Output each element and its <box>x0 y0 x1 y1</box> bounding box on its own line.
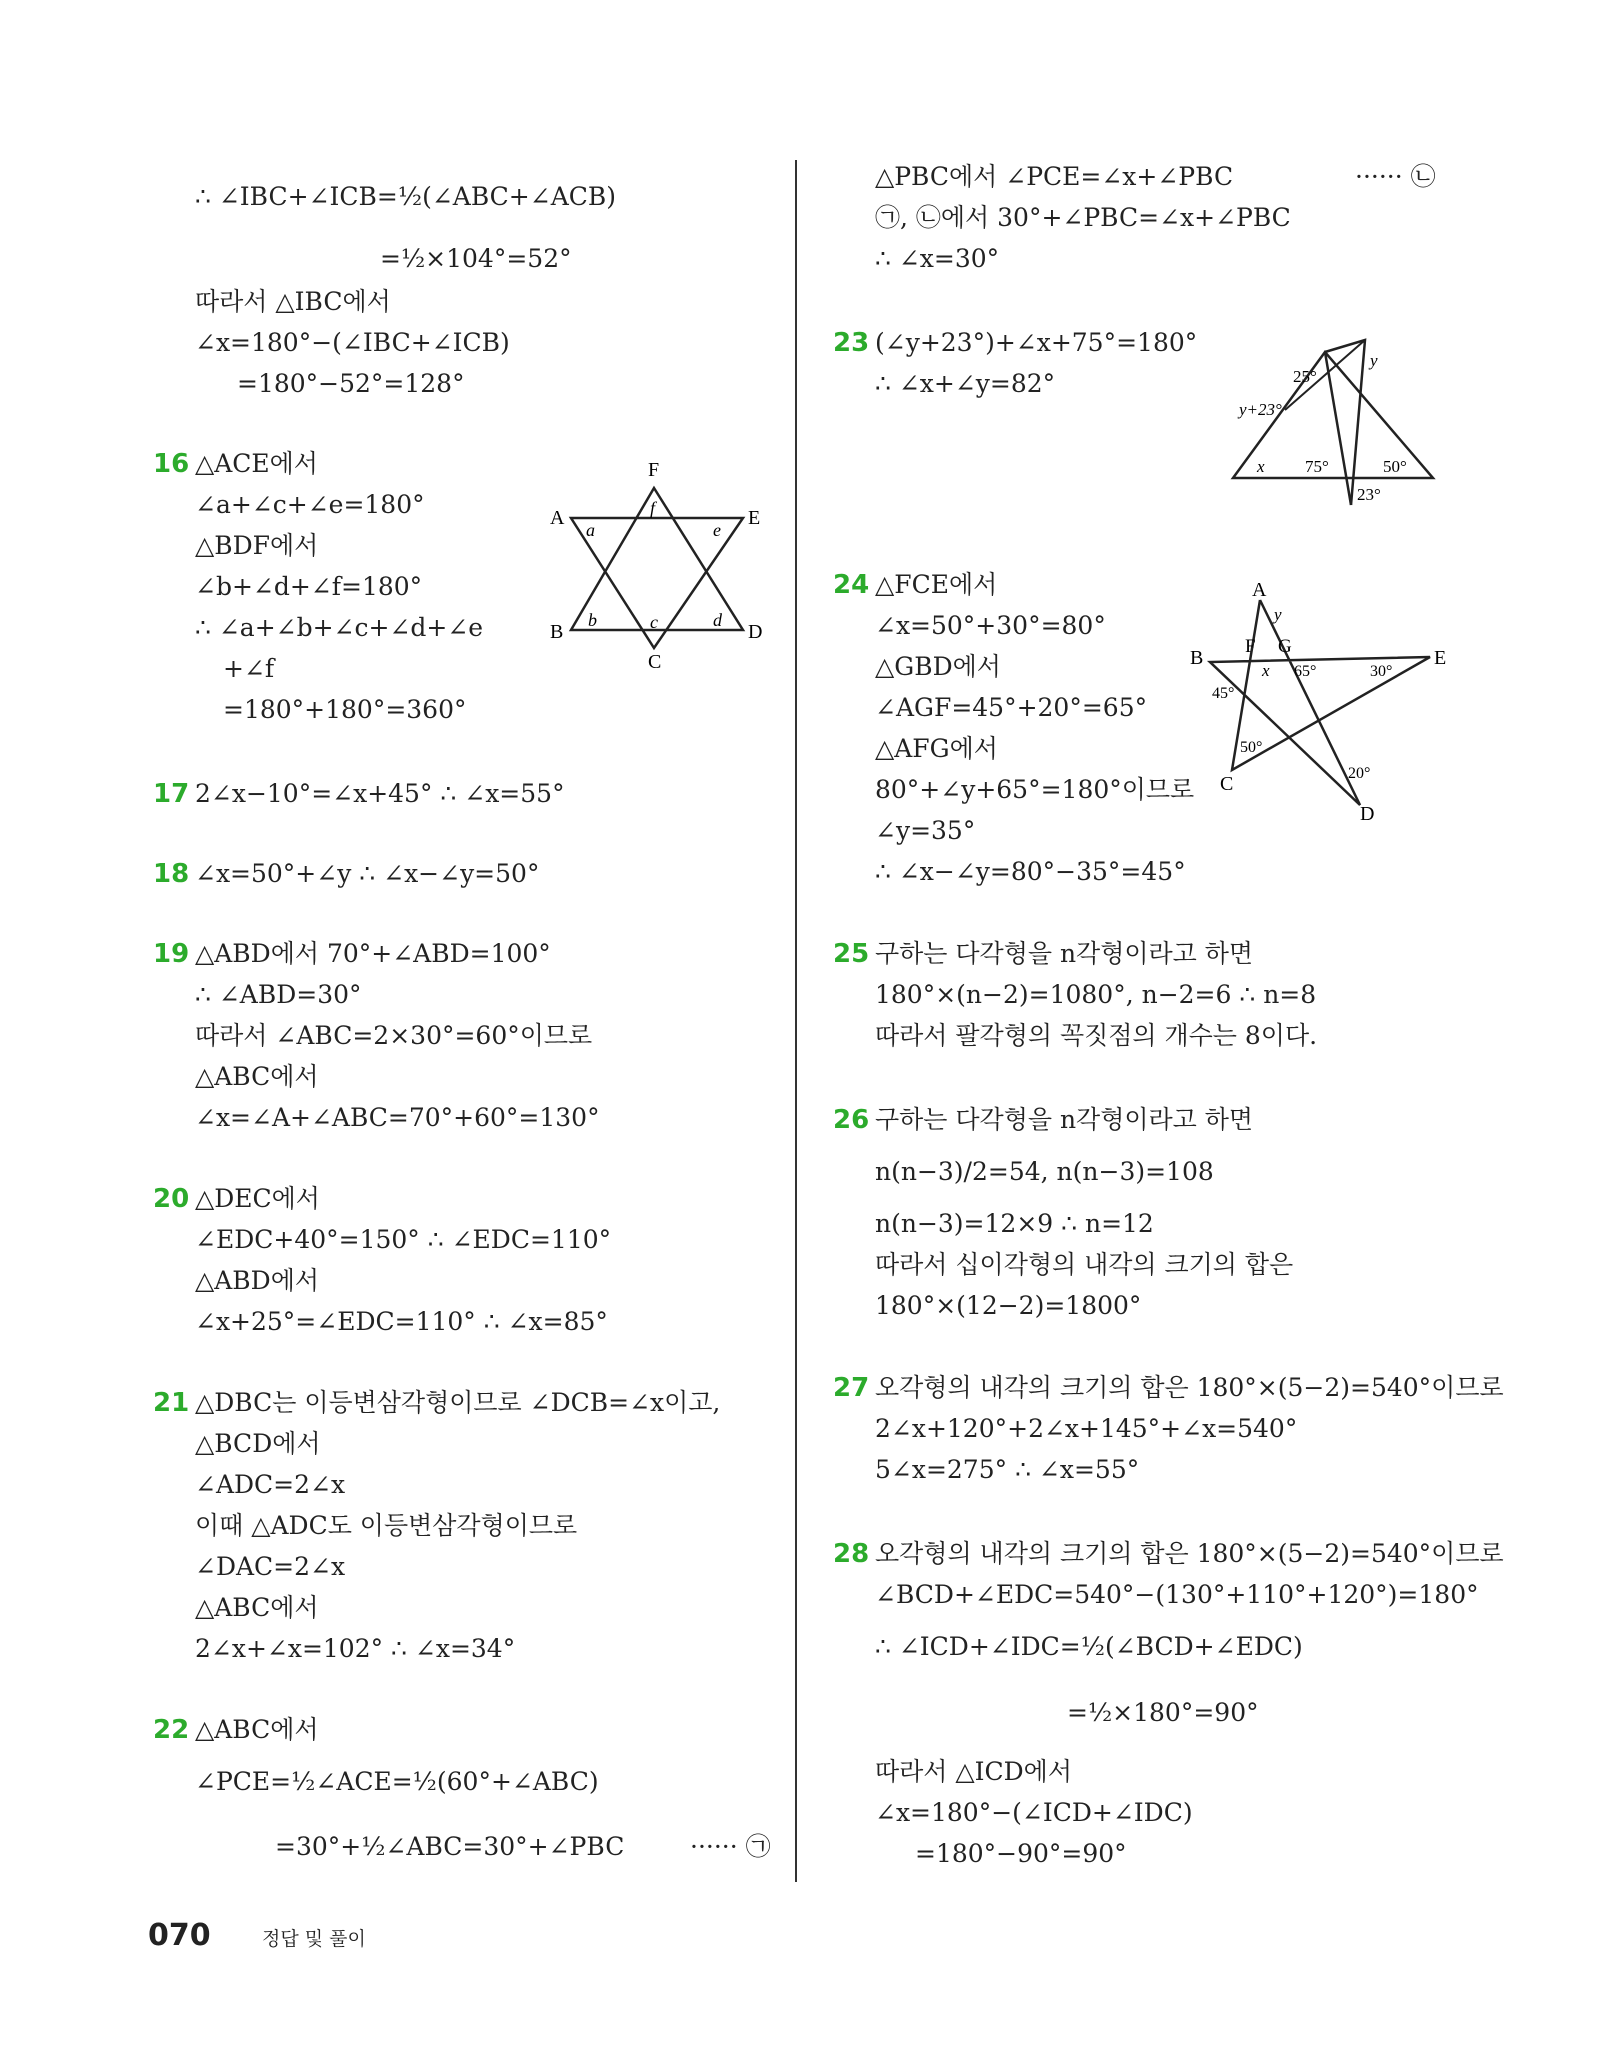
left-text-line: ∠EDC+40°=150° ∴ ∠EDC=110° <box>195 1225 612 1254</box>
left-text-line: ∠x=180°−(∠IBC+∠ICB) <box>195 328 510 357</box>
fig16-angle-d: d <box>713 610 722 630</box>
fig16-label-D: D <box>748 621 763 643</box>
figure-16-star-of-david <box>548 458 768 668</box>
right-text-line: △PBC에서 ∠PCE=∠x+∠PBC <box>875 162 1234 191</box>
right-text-line: 2∠x+120°+2∠x+145°+∠x=540° <box>875 1414 1298 1443</box>
fig16-angle-c: c <box>650 612 658 632</box>
problem-number: 27 <box>833 1373 870 1403</box>
right-text-line: 구하는 다각형을 n각형이라고 하면 <box>875 1105 1254 1134</box>
left-text-line: 2∠x+∠x=102° ∴ ∠x=34° <box>195 1634 516 1663</box>
fig24-label-C: C <box>1220 773 1234 795</box>
right-text-line: △FCE에서 <box>875 570 998 599</box>
left-text-line: ∠a+∠c+∠e=180° <box>195 490 425 519</box>
fig16-angle-a: a <box>586 520 595 540</box>
right-text-line: ∴ ∠x=30° <box>875 244 1000 273</box>
left-text-line: △BDF에서 <box>195 531 319 560</box>
fig16-label-B: B <box>550 621 564 643</box>
right-text-line: ······ ㉡ <box>1355 162 1436 191</box>
fig24-label-A: A <box>1252 580 1267 601</box>
right-text-line: ∴ ∠ICD+∠IDC=½(∠BCD+∠EDC) <box>875 1632 1303 1661</box>
left-text-line: ∴ ∠IBC+∠ICB=½(∠ABC+∠ACB) <box>195 182 617 211</box>
fig24-label-45: 45° <box>1212 685 1235 702</box>
right-text-line: 따라서 △ICD에서 <box>875 1757 1072 1786</box>
left-text-line: ∴ ∠a+∠b+∠c+∠d+∠e <box>195 613 484 642</box>
page-number: 070 <box>148 1918 211 1953</box>
fig16-label-C: C <box>648 651 662 668</box>
fig23-label-50: 50° <box>1383 457 1407 476</box>
fig24-label-E: E <box>1434 647 1447 669</box>
left-text-line: △DBC는 이등변삼각형이므로 ∠DCB=∠x이고, <box>195 1388 721 1417</box>
right-text-line: ∠y=35° <box>875 816 976 845</box>
left-text-line: ∠PCE=½∠ACE=½(60°+∠ABC) <box>195 1767 599 1796</box>
right-text-line: ∴ ∠x+∠y=82° <box>875 369 1056 398</box>
left-text-line: ······ ㉠ <box>690 1832 771 1861</box>
right-text-line: ∠x=180°−(∠ICD+∠IDC) <box>875 1798 1193 1827</box>
problem-number: 17 <box>153 779 190 809</box>
fig23-label-25: 25° <box>1293 367 1317 386</box>
right-text-line: ∠BCD+∠EDC=540°−(130°+110°+120°)=180° <box>875 1580 1479 1609</box>
problem-number: 21 <box>153 1388 190 1418</box>
fig23-line-3 <box>1325 352 1351 505</box>
right-text-line: 180°×(n−2)=1080°, n−2=6 ∴ n=8 <box>875 980 1317 1009</box>
fig24-label-20: 20° <box>1348 765 1371 782</box>
right-text-line: 5∠x=275° ∴ ∠x=55° <box>875 1455 1140 1484</box>
right-text-line: 구하는 다각형을 n각형이라고 하면 <box>875 939 1254 968</box>
fig24-label-B: B <box>1190 647 1204 669</box>
fig16-label-A: A <box>550 507 565 529</box>
fig24-label-30: 30° <box>1370 663 1393 680</box>
left-text-line: ∠x=50°+∠y ∴ ∠x−∠y=50° <box>195 859 540 888</box>
fig23-label-y: y <box>1370 351 1378 370</box>
left-text-line: 이때 △ADC도 이등변삼각형이므로 <box>195 1511 578 1540</box>
right-text-line: 80°+∠y+65°=180°이므로 <box>875 775 1195 804</box>
left-text-line: 2∠x−10°=∠x+45° ∴ ∠x=55° <box>195 779 565 808</box>
fig16-angle-f: f <box>650 498 656 518</box>
left-text-line: ∠DAC=2∠x <box>195 1552 346 1581</box>
fig16-angle-b: b <box>588 610 597 630</box>
fig23-label-75: 75° <box>1305 457 1329 476</box>
problem-number: 20 <box>153 1184 190 1214</box>
right-text-line: ∠AGF=45°+20°=65° <box>875 693 1148 722</box>
fig16-label-E: E <box>748 507 761 529</box>
fig24-label-G: G <box>1278 636 1292 657</box>
problem-number: 28 <box>833 1539 870 1569</box>
left-text-line: =180°+180°=360° <box>223 695 467 724</box>
left-text-line: =30°+½∠ABC=30°+∠PBC <box>275 1832 625 1861</box>
left-text-line: =180°−52°=128° <box>237 369 465 398</box>
problem-number: 25 <box>833 939 870 969</box>
right-text-line: n(n−3)/2=54, n(n−3)=108 <box>875 1157 1214 1186</box>
left-text-line: △ABC에서 <box>195 1062 319 1091</box>
right-text-line: △AFG에서 <box>875 734 998 763</box>
fig23-label-y23: y+23° <box>1239 400 1282 419</box>
left-text-line: △BCD에서 <box>195 1429 321 1458</box>
fig24-label-x: x <box>1262 661 1270 680</box>
right-text-line: =180°−90°=90° <box>915 1839 1127 1868</box>
left-text-line: △ACE에서 <box>195 449 318 478</box>
left-text-line: ∠b+∠d+∠f=180° <box>195 572 423 601</box>
fig16-angle-e: e <box>713 520 721 540</box>
fig16-label-F: F <box>648 459 660 481</box>
column-divider <box>795 160 797 1882</box>
problem-number: 26 <box>833 1105 870 1135</box>
right-text-line: 따라서 십이각형의 내각의 크기의 합은 <box>875 1250 1294 1279</box>
right-text-line: 180°×(12−2)=1800° <box>875 1291 1142 1320</box>
fig23-line-1 <box>1325 340 1365 505</box>
fig24-label-D: D <box>1360 803 1375 820</box>
problem-number: 24 <box>833 570 870 600</box>
left-text-line: 따라서 △IBC에서 <box>195 287 391 316</box>
problem-number: 23 <box>833 328 870 358</box>
left-text-line: =½×104°=52° <box>380 244 572 273</box>
fig24-label-y: y <box>1274 605 1282 624</box>
left-text-line: △ABD에서 <box>195 1266 319 1295</box>
fig24-label-50: 50° <box>1240 739 1263 756</box>
fig24-label-65: 65° <box>1294 663 1317 680</box>
right-text-line: ㉠, ㉡에서 30°+∠PBC=∠x+∠PBC <box>875 203 1291 232</box>
figure-24-star <box>1190 580 1450 820</box>
fig23-label-x: x <box>1257 457 1265 476</box>
left-text-line: 따라서 ∠ABC=2×30°=60°이므로 <box>195 1021 593 1050</box>
right-text-line: (∠y+23°)+∠x+75°=180° <box>875 328 1198 357</box>
left-text-line: +∠f <box>223 654 275 683</box>
problem-number: 19 <box>153 939 190 969</box>
right-text-line: ∠x=50°+30°=80° <box>875 611 1106 640</box>
right-text-line: =½×180°=90° <box>1067 1698 1259 1727</box>
right-text-line: ∴ ∠x−∠y=80°−35°=45° <box>875 857 1186 886</box>
problem-number: 18 <box>153 859 190 889</box>
left-text-line: △ABD에서 70°+∠ABD=100° <box>195 939 551 968</box>
fig23-label-23: 23° <box>1357 485 1381 504</box>
right-text-line: 따라서 팔각형의 꼭짓점의 개수는 8이다. <box>875 1021 1318 1050</box>
left-text-line: △ABC에서 <box>195 1593 319 1622</box>
fig24-star-outline <box>1210 600 1430 805</box>
right-text-line: △GBD에서 <box>875 652 1001 681</box>
left-text-line: △DEC에서 <box>195 1184 320 1213</box>
left-text-line: △ABC에서 <box>195 1715 319 1744</box>
left-text-line: ∠x=∠A+∠ABC=70°+60°=130° <box>195 1103 600 1132</box>
footer-label: 정답 및 풀이 <box>262 1928 366 1950</box>
problem-number: 22 <box>153 1715 190 1745</box>
right-text-line: 오각형의 내각의 크기의 합은 180°×(5−2)=540°이므로 <box>875 1539 1504 1568</box>
left-text-line: ∠x+25°=∠EDC=110° ∴ ∠x=85° <box>195 1307 608 1336</box>
right-text-line: 오각형의 내각의 크기의 합은 180°×(5−2)=540°이므로 <box>875 1373 1504 1402</box>
figure-23-star <box>1225 330 1450 510</box>
fig24-label-F: F <box>1245 636 1256 657</box>
problem-number: 16 <box>153 449 190 479</box>
right-text-line: n(n−3)=12×9 ∴ n=12 <box>875 1209 1154 1238</box>
left-text-line: ∴ ∠ABD=30° <box>195 980 362 1009</box>
left-text-line: ∠ADC=2∠x <box>195 1470 346 1499</box>
